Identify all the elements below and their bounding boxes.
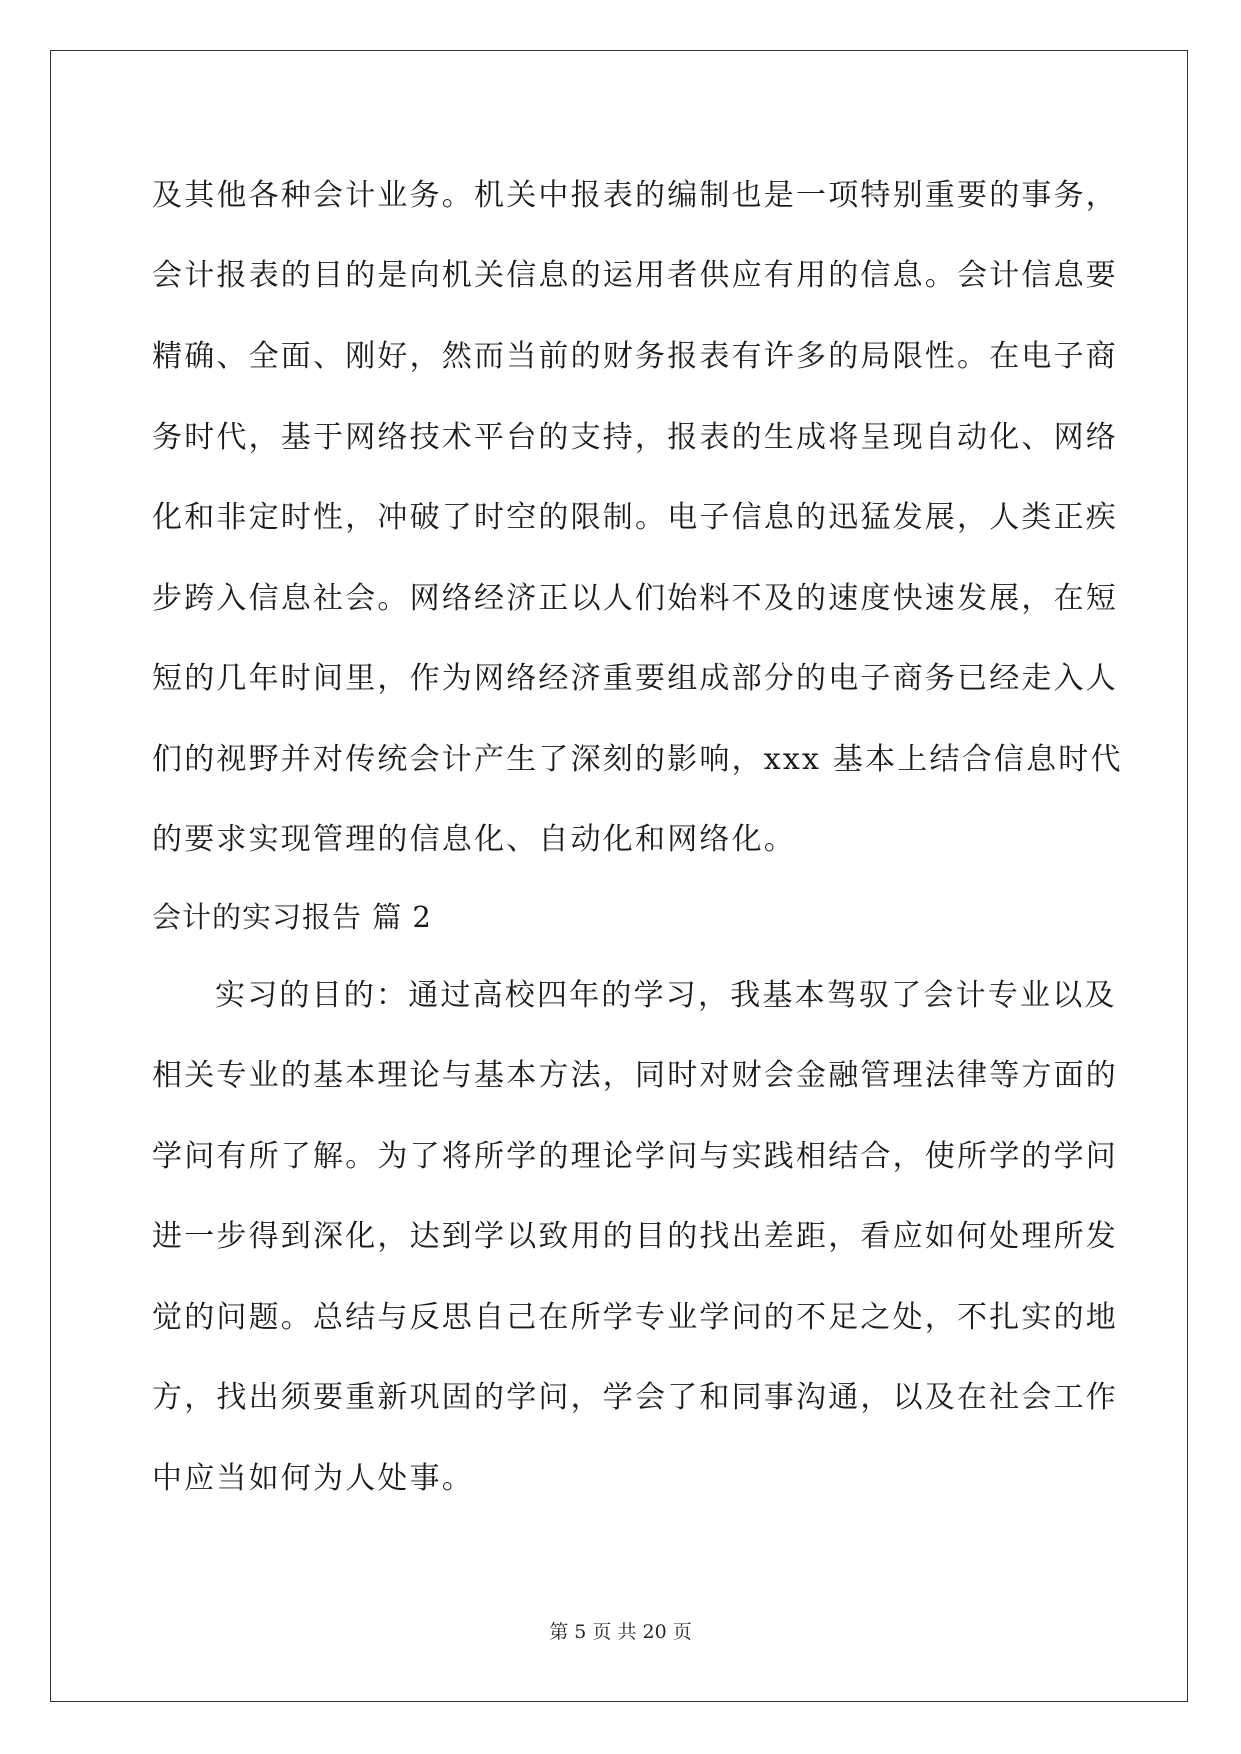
body-text-line: 相关专业的基本理论与基本方法，同时对财会金融管理法律等方面的: [152, 1058, 1118, 1093]
body-text-line: 会计报表的目的是向机关信息的运用者供应有用的信息。会计信息要: [152, 258, 1118, 293]
body-text-line: 精确、全面、刚好，然而当前的财务报表有许多的局限性。在电子商: [152, 339, 1118, 374]
body-text-line: 务时代，基于网络技术平台的支持，报表的生成将呈现自动化、网络: [152, 420, 1118, 455]
body-text-line: 化和非定时性，冲破了时空的限制。电子信息的迅猛发展，人类正疾: [152, 500, 1118, 535]
body-text-line: 方，找出须要重新巩固的学问，学会了和同事沟通，以及在社会工作: [152, 1380, 1118, 1415]
body-text-line: 们的视野并对传统会计产生了深刻的影响，xxx 基本上结合信息时代: [152, 742, 1123, 777]
body-text-line: 及其他各种会计业务。机关中报表的编制也是一项特别重要的事务，: [152, 178, 1118, 213]
body-text-line: 的要求实现管理的信息化、自动化和网络化。: [152, 822, 796, 857]
body-text-line: 中应当如何为人处事。: [152, 1461, 474, 1496]
body-text-line: 步跨入信息社会。网络经济正以人们始料不及的速度快速发展，在短: [152, 581, 1118, 616]
page-number-footer: 第 5 页 共 20 页: [549, 1621, 692, 1643]
body-text-line: 进一步得到深化，达到学以致用的目的找出差距，看应如何处理所发: [152, 1219, 1118, 1254]
body-text-line: 短的几年时间里，作为网络经济重要组成部分的电子商务已经走入人: [152, 661, 1118, 696]
body-text-line: 觉的问题。总结与反思自己在所学专业学问的不足之处，不扎实的地: [152, 1300, 1118, 1335]
page-border: [50, 50, 1188, 1702]
section-heading: 会计的实习报告 篇 2: [152, 900, 432, 934]
body-text-line: 实习的目的：通过高校四年的学习，我基本驾驭了会计专业以及: [215, 978, 1117, 1013]
body-text-line: 学问有所了解。为了将所学的理论学问与实践相结合，使所学的学问: [152, 1139, 1118, 1174]
